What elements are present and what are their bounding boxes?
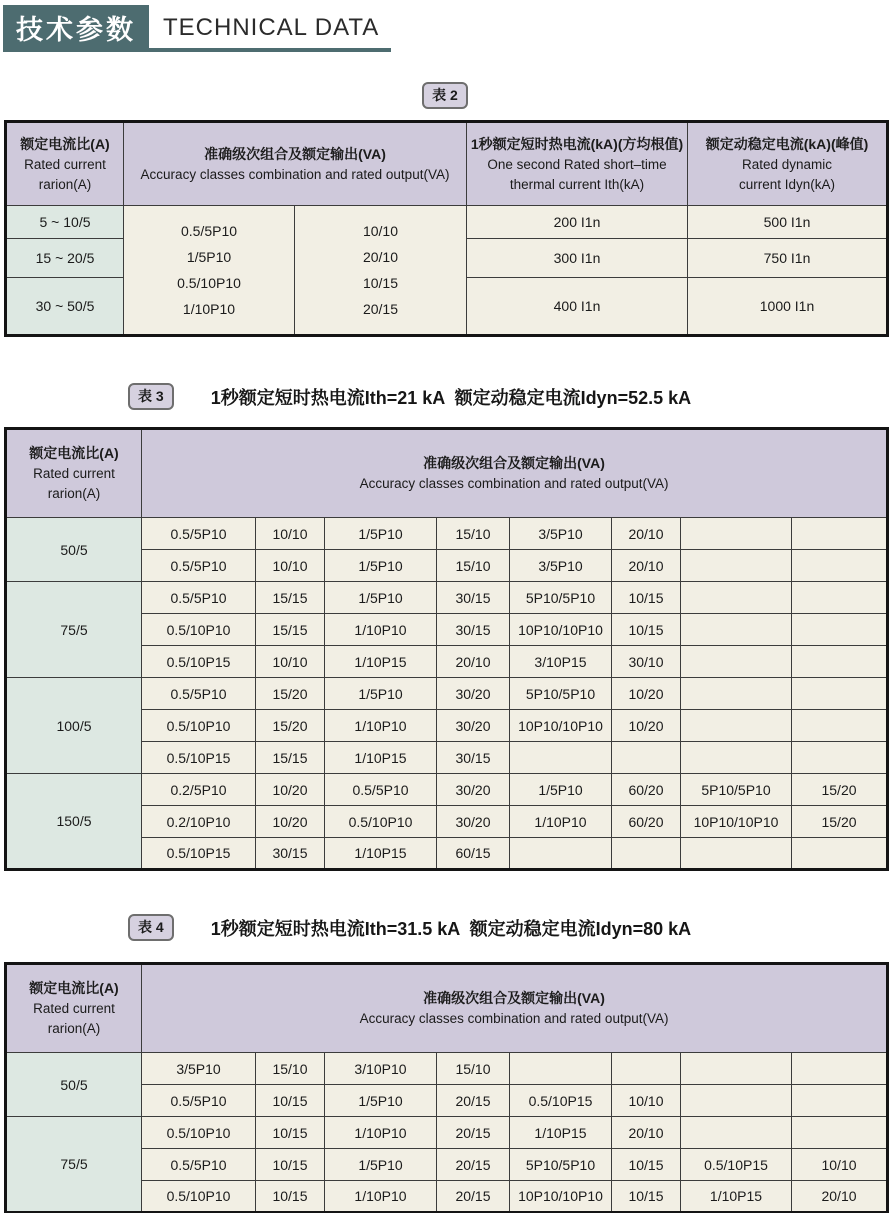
column-header-ratio: 额定电流比(A) Rated current rarion(A) <box>6 122 124 206</box>
value-cell: 1/10P15 <box>325 838 437 870</box>
value-cell: 1/10P15 <box>681 1181 792 1213</box>
value-cell: 5P10/5P10 <box>510 582 612 614</box>
table-row <box>6 1053 888 1085</box>
value-cell: 3/5P10 <box>142 1053 256 1085</box>
value-cell: 0.5/5P10 <box>142 1085 256 1117</box>
value-cell: 10/10 <box>256 646 325 678</box>
value-cell: 20/10 <box>612 1117 681 1149</box>
value-cell: 3/5P10 <box>510 518 612 550</box>
value-cell: 0.5/10P10 <box>325 806 437 838</box>
table-row <box>6 206 888 239</box>
value-cell: 0.5/10P10 <box>142 1181 256 1213</box>
value-cell: 15/10 <box>437 518 510 550</box>
value-cell: 20/10 <box>612 518 681 550</box>
value-cell: 200 I1n <box>467 206 688 239</box>
value-cell: 1/5P10 <box>325 1085 437 1117</box>
value-cell <box>681 1085 792 1117</box>
ratio-cell: 15 ~ 20/5 <box>6 239 124 278</box>
value-cell: 30/20 <box>437 774 510 806</box>
value-cell <box>792 1085 888 1117</box>
value-cell: 0.5/10P10 <box>142 710 256 742</box>
ratio-cell: 75/5 <box>6 582 142 678</box>
value-cell: 10/15 <box>256 1149 325 1181</box>
table2-badge-row <box>0 82 890 107</box>
column-header-ratio: 额定电流比(A) Rated current rarion(A) <box>6 964 142 1053</box>
value-cell: 1/5P10 <box>325 678 437 710</box>
value-cell: 15/20 <box>256 710 325 742</box>
value-cell: 10/15 <box>256 1085 325 1117</box>
table3-title-row <box>128 383 890 410</box>
value-cell: 10/10 <box>792 1149 888 1181</box>
value-cell: 0.5/5P10 <box>325 774 437 806</box>
value-cell <box>792 550 888 582</box>
table4-title-row <box>128 914 890 941</box>
table-row <box>6 1117 888 1149</box>
value-cell: 1/5P10 <box>510 774 612 806</box>
value-cell: 10P10/10P10 <box>510 614 612 646</box>
value-cell <box>792 518 888 550</box>
value-cell <box>792 678 888 710</box>
value-cell: 30/20 <box>437 678 510 710</box>
value-cell: 60/15 <box>437 838 510 870</box>
accuracy-outputs-cell: 10/10 20/10 10/15 20/15 <box>295 206 467 336</box>
value-cell: 30/15 <box>437 614 510 646</box>
table2-badge: 表 2 <box>422 82 468 109</box>
value-cell: 1/10P15 <box>325 742 437 774</box>
value-cell <box>681 678 792 710</box>
value-cell: 10/15 <box>256 1117 325 1149</box>
value-cell: 10/10 <box>256 518 325 550</box>
value-cell: 10/15 <box>256 1181 325 1213</box>
value-cell: 60/20 <box>612 806 681 838</box>
value-cell: 1/10P10 <box>325 710 437 742</box>
value-cell: 0.5/10P10 <box>142 1117 256 1149</box>
value-cell: 10/10 <box>256 550 325 582</box>
value-cell: 0.5/10P15 <box>681 1149 792 1181</box>
value-cell: 10/15 <box>612 582 681 614</box>
value-cell: 15/15 <box>256 742 325 774</box>
value-cell <box>792 1053 888 1085</box>
value-cell: 1/10P10 <box>325 614 437 646</box>
value-cell: 1/10P15 <box>325 646 437 678</box>
value-cell: 750 I1n <box>688 239 888 278</box>
ratio-cell: 30 ~ 50/5 <box>6 278 124 336</box>
column-header-dynamic: 额定动稳定电流(kA)(峰值) Rated dynamic current Idyn(kA) <box>688 122 888 206</box>
ratio-cell: 150/5 <box>6 774 142 870</box>
value-cell <box>681 1053 792 1085</box>
value-cell: 3/10P10 <box>325 1053 437 1085</box>
ratio-cell: 50/5 <box>6 1053 142 1117</box>
value-cell <box>792 742 888 774</box>
table-row <box>6 678 888 710</box>
table2-header-row <box>6 122 888 206</box>
value-cell: 30/15 <box>437 742 510 774</box>
ratio-cell: 5 ~ 10/5 <box>6 206 124 239</box>
value-cell: 20/10 <box>437 646 510 678</box>
value-cell: 0.5/10P15 <box>142 838 256 870</box>
value-cell: 10P10/10P10 <box>681 806 792 838</box>
value-cell <box>612 1053 681 1085</box>
value-cell: 1/10P15 <box>510 1117 612 1149</box>
value-cell: 10/20 <box>256 806 325 838</box>
value-cell: 1/10P10 <box>325 1181 437 1213</box>
page-header <box>3 5 391 52</box>
value-cell <box>792 710 888 742</box>
value-cell: 1/5P10 <box>325 1149 437 1181</box>
value-cell: 0.2/5P10 <box>142 774 256 806</box>
value-cell: 10P10/10P10 <box>510 1181 612 1213</box>
value-cell: 5P10/5P10 <box>510 678 612 710</box>
ratio-cell: 100/5 <box>6 678 142 774</box>
table3-header-row <box>6 429 888 518</box>
value-cell <box>510 838 612 870</box>
column-header-accuracy: 准确级次组合及额定输出(VA) Accuracy classes combination and rated output(VA) <box>124 122 467 206</box>
table-row <box>6 518 888 550</box>
value-cell <box>681 550 792 582</box>
value-cell: 1/5P10 <box>325 550 437 582</box>
page-title-en: TECHNICAL DATA <box>149 5 391 52</box>
value-cell: 30/15 <box>256 838 325 870</box>
value-cell <box>681 518 792 550</box>
value-cell: 30/20 <box>437 710 510 742</box>
value-cell <box>681 1117 792 1149</box>
value-cell: 30/15 <box>437 582 510 614</box>
value-cell <box>681 614 792 646</box>
value-cell: 15/20 <box>256 678 325 710</box>
column-header-accuracy: 准确级次组合及额定输出(VA) Accuracy classes combination and rated output(VA) <box>142 429 888 518</box>
value-cell <box>510 1053 612 1085</box>
column-header-accuracy: 准确级次组合及额定输出(VA) Accuracy classes combination and rated output(VA) <box>142 964 888 1053</box>
value-cell: 60/20 <box>612 774 681 806</box>
value-cell: 300 I1n <box>467 239 688 278</box>
ratio-cell: 75/5 <box>6 1117 142 1213</box>
value-cell: 0.5/5P10 <box>142 1149 256 1181</box>
value-cell: 15/20 <box>792 774 888 806</box>
value-cell: 15/15 <box>256 582 325 614</box>
value-cell: 20/10 <box>792 1181 888 1213</box>
value-cell: 20/15 <box>437 1181 510 1213</box>
value-cell: 5P10/5P10 <box>681 774 792 806</box>
table4-header-row <box>6 964 888 1053</box>
value-cell: 1/10P10 <box>510 806 612 838</box>
column-header-thermal: 1秒额定短时热电流(kA)(方均根值) One second Rated short–time thermal current Ith(kA) <box>467 122 688 206</box>
ratio-cell: 50/5 <box>6 518 142 582</box>
value-cell: 5P10/5P10 <box>510 1149 612 1181</box>
value-cell <box>681 742 792 774</box>
value-cell: 1/5P10 <box>325 582 437 614</box>
value-cell: 15/20 <box>792 806 888 838</box>
page-title-zh: 技术参数 <box>3 5 149 52</box>
value-cell: 10/20 <box>612 678 681 710</box>
value-cell <box>792 582 888 614</box>
table-row <box>6 774 888 806</box>
value-cell: 1/10P10 <box>325 1117 437 1149</box>
table-3 <box>4 427 889 871</box>
value-cell: 1/5P10 <box>325 518 437 550</box>
table4-badge: 表 4 <box>128 914 174 941</box>
value-cell: 15/10 <box>437 1053 510 1085</box>
value-cell: 0.5/10P10 <box>142 614 256 646</box>
table4-title: 1秒额定短时热电流Ith=31.5 kA 额定动稳定电流Idyn=80 kA <box>210 918 692 939</box>
value-cell: 10P10/10P10 <box>510 710 612 742</box>
value-cell: 0.5/5P10 <box>142 582 256 614</box>
value-cell: 0.5/5P10 <box>142 518 256 550</box>
value-cell: 1000 I1n <box>688 278 888 336</box>
value-cell: 3/5P10 <box>510 550 612 582</box>
value-cell <box>792 1117 888 1149</box>
value-cell <box>510 742 612 774</box>
value-cell: 0.2/10P10 <box>142 806 256 838</box>
value-cell <box>681 838 792 870</box>
value-cell: 0.5/10P15 <box>142 646 256 678</box>
value-cell: 20/15 <box>437 1149 510 1181</box>
value-cell <box>681 710 792 742</box>
value-cell: 10/15 <box>612 1181 681 1213</box>
value-cell: 3/10P15 <box>510 646 612 678</box>
value-cell: 500 I1n <box>688 206 888 239</box>
value-cell: 10/15 <box>612 614 681 646</box>
value-cell: 0.5/10P15 <box>142 742 256 774</box>
table-4 <box>4 962 889 1213</box>
table3-badge: 表 3 <box>128 383 174 410</box>
value-cell: 15/10 <box>256 1053 325 1085</box>
value-cell: 30/20 <box>437 806 510 838</box>
value-cell <box>681 646 792 678</box>
value-cell: 10/10 <box>612 1085 681 1117</box>
table-2 <box>4 120 889 337</box>
value-cell: 20/15 <box>437 1085 510 1117</box>
value-cell <box>792 646 888 678</box>
value-cell: 400 I1n <box>467 278 688 336</box>
value-cell: 0.5/10P15 <box>510 1085 612 1117</box>
value-cell: 10/15 <box>612 1149 681 1181</box>
accuracy-classes-cell: 0.5/5P10 1/5P10 0.5/10P10 1/10P10 <box>124 206 295 336</box>
column-header-ratio: 额定电流比(A) Rated current rarion(A) <box>6 429 142 518</box>
value-cell <box>792 838 888 870</box>
value-cell: 20/10 <box>612 550 681 582</box>
value-cell: 15/15 <box>256 614 325 646</box>
value-cell <box>612 742 681 774</box>
value-cell: 10/20 <box>256 774 325 806</box>
table-row <box>6 582 888 614</box>
value-cell: 20/15 <box>437 1117 510 1149</box>
value-cell: 0.5/5P10 <box>142 550 256 582</box>
value-cell <box>681 582 792 614</box>
value-cell: 30/10 <box>612 646 681 678</box>
value-cell: 0.5/5P10 <box>142 678 256 710</box>
value-cell: 15/10 <box>437 550 510 582</box>
table3-title: 1秒额定短时热电流Ith=21 kA 额定动稳定电流Idyn=52.5 kA <box>210 387 692 408</box>
value-cell <box>612 838 681 870</box>
value-cell <box>792 614 888 646</box>
value-cell: 10/20 <box>612 710 681 742</box>
